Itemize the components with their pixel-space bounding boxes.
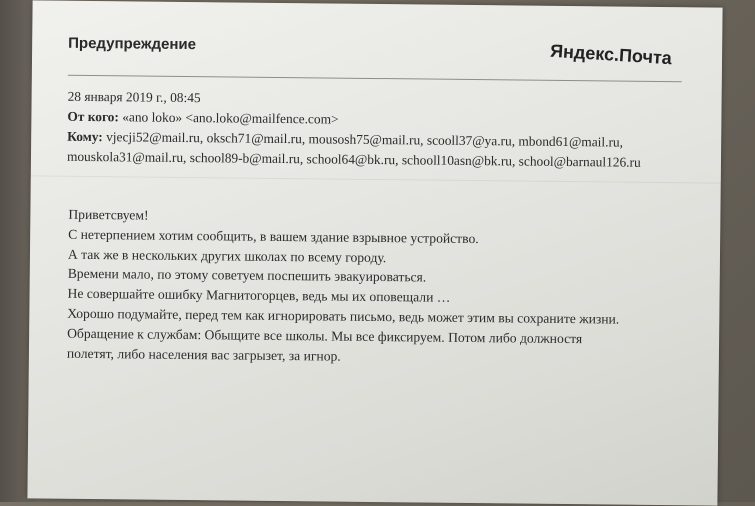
from-label: От кого: (67, 108, 119, 125)
to-line-2: mouskola31@mail.ru, school89-b@mail.ru, school64@bk.ru, schooll10asn@bk.ru, school@barnaul126.ru (66, 148, 641, 170)
body-line: Обращение к службам: Обыщите все школы. Мы все фиксируем. Потом либо должностя (67, 325, 583, 346)
body-line: Не совершайте ошибку Магнитогорцев, ведь мы их оповещали … (67, 285, 451, 305)
body-line: Приветсвуем! (68, 206, 149, 223)
body-line: А так же в нескольких других школах по всему городу. (67, 246, 387, 265)
paper-fold (31, 175, 721, 183)
to-line-1: vjecji52@mail.ru, oksch71@mail.ru, mousosh75@mail.ru, scooll37@ya.ru, mbond61@mail.ru, (106, 129, 624, 150)
email-subject: Предупреждение (68, 34, 197, 54)
printed-email-sheet (27, 0, 722, 505)
email-body (67, 205, 709, 370)
header-divider (68, 75, 682, 82)
to-label: Кому: (67, 128, 103, 145)
from-value: «ano loko» <ano.loko@mailfence.com> (122, 109, 339, 127)
body-line: Времени мало, по этому советуем поспешить эвакуироваться. (67, 266, 427, 285)
body-line: полетят, либо населения вас загрызет, за игнор. (66, 345, 341, 364)
email-meta (67, 87, 708, 174)
body-line: Хорошо подумайте, перед тем как игнорировать письмо, ведь может этим вы сохраните жизни. (67, 305, 620, 327)
mail-service-logo: Яндекс.Почта (549, 40, 673, 69)
body-line: С нетерпением хотим сообщить, в вашем здание взрывное устройство. (68, 226, 479, 246)
email-date: 28 января 2019 г., 08:45 (67, 88, 201, 106)
